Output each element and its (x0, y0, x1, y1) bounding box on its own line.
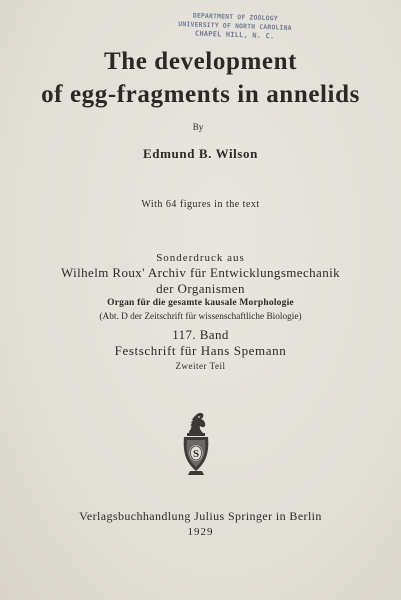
stamp-line-1: DEPARTMENT OF ZOOLOGY (192, 11, 278, 23)
journal-title-line-1: Wilhelm Roux' Archiv für Entwicklungsmechanik (60, 265, 341, 280)
journal-section: (Abt. D der Zeitschrift für wissenschaftliche Biologie) (99, 312, 302, 322)
author-name: Edmund B. Wilson (143, 146, 258, 161)
publication-year: 1929 (187, 526, 214, 538)
springer-knight-logo-icon (177, 409, 215, 477)
library-stamp (176, 11, 295, 42)
part-label: Zweiter Teil (175, 361, 226, 371)
logo-letter: S (192, 448, 200, 460)
figures-note: With 64 figures in the text (141, 199, 260, 210)
stamp-line-3: CHAPEL HILL, N. C. (194, 29, 275, 41)
volume-number: 117. Band (172, 327, 229, 342)
journal-title-line-2: der Organismen (156, 281, 245, 296)
title-line-2: of egg-fragments in annelids (41, 81, 360, 108)
festschrift-title: Festschrift für Hans Spemann (114, 343, 287, 358)
stamp-line-2: UNIVERSITY OF NORTH CAROLINA (178, 20, 292, 32)
title-line-1: The development (103, 48, 298, 75)
byline: By (192, 122, 204, 132)
publisher-name: Verlagsbuchhandlung Julius Springer in Berlin (79, 509, 322, 523)
offprint-label: Sonderdruck aus (156, 252, 245, 264)
journal-subtitle: Organ für die gesamte kausale Morphologie (107, 298, 294, 308)
